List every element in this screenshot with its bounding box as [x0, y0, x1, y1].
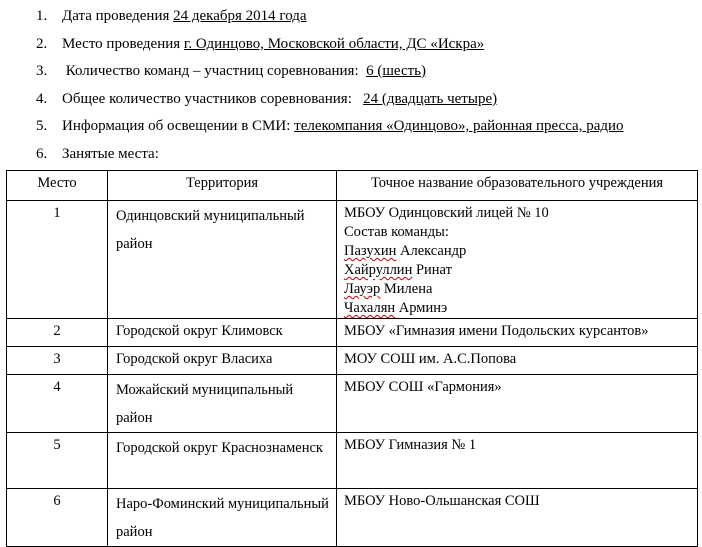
list-label: Место проведения	[62, 36, 184, 52]
list-label: Занятые места:	[62, 146, 159, 162]
list-number: 4.	[36, 91, 48, 107]
list-number: 6.	[36, 146, 48, 162]
territory-cell: Можайский муниципальный район	[108, 375, 337, 433]
list-item-participant-count	[36, 89, 497, 109]
table-header-row	[7, 171, 698, 201]
list-label: Количество команд – участниц соревнования:	[62, 63, 367, 79]
table-row	[7, 201, 698, 319]
team-count: 6 (шесть)	[366, 63, 427, 79]
team-member-surname: Пазухин	[344, 243, 397, 259]
event-venue: г. Одинцово, Московской области, ДС «Искра»	[183, 36, 485, 52]
column-header-place: Место	[7, 171, 108, 201]
place-cell: 2	[7, 319, 108, 347]
place-cell: 5	[7, 433, 108, 489]
institution-cell	[337, 201, 698, 319]
team-member	[344, 242, 693, 261]
team-member	[344, 261, 693, 280]
list-number: 5.	[36, 118, 48, 134]
place-cell: 1	[7, 201, 108, 319]
team-label: Состав команды:	[344, 224, 449, 240]
places-table	[6, 170, 698, 547]
list-number: 3.	[36, 63, 48, 79]
team-member-given-name: Арминэ	[398, 300, 448, 316]
list-item-places	[36, 144, 159, 164]
participant-count: 24 (двадцать четыре)	[363, 91, 498, 107]
team-member-surname: Лауэр	[344, 281, 381, 297]
place-cell: 4	[7, 375, 108, 433]
event-date: 24 декабря 2014 года	[173, 8, 307, 24]
institution-cell: МБОУ Ново-Ольшанская СОШ	[337, 489, 698, 547]
team-member-surname: Чахалян	[344, 300, 396, 316]
team-member-given-name: Ринат	[415, 262, 452, 278]
table-row	[7, 319, 698, 347]
institution-cell: МБОУ СОШ «Гармония»	[337, 375, 698, 433]
territory-cell: Наро-Фоминский муниципальный район	[108, 489, 337, 547]
media-coverage: телекомпания «Одинцово», районная пресса, радио	[294, 118, 624, 134]
institution-name: МБОУ Одинцовский лицей № 10	[344, 205, 549, 221]
column-header-institution: Точное название образовательного учреждения	[337, 171, 698, 201]
team-member-given-name: Александр	[399, 243, 467, 259]
list-label: Дата проведения	[62, 8, 174, 24]
list-item-media	[36, 116, 624, 136]
place-cell: 3	[7, 347, 108, 375]
team-member-given-name: Милена	[383, 281, 433, 297]
list-item-venue	[36, 34, 484, 54]
territory-cell: Одинцовский муниципальный район	[108, 201, 337, 319]
territory-cell: Городской округ Власиха	[108, 347, 337, 375]
list-label: Информация об освещении в СМИ:	[62, 118, 295, 134]
table-row	[7, 489, 698, 547]
team-member	[344, 280, 693, 299]
territory-cell: Городской округ Климовск	[108, 319, 337, 347]
place-cell: 6	[7, 489, 108, 547]
list-item-date	[36, 6, 307, 26]
column-header-territory: Территория	[108, 171, 337, 201]
table-row	[7, 375, 698, 433]
institution-cell: МОУ СОШ им. А.С.Попова	[337, 347, 698, 375]
territory-cell: Городской округ Краснознаменск	[108, 433, 337, 489]
list-item-team-count	[36, 61, 426, 81]
table-row	[7, 347, 698, 375]
list-number: 1.	[36, 8, 48, 24]
team-member	[344, 299, 693, 318]
list-label: Общее количество участников соревнования:	[62, 91, 364, 107]
list-number: 2.	[36, 36, 48, 52]
institution-cell: МБОУ Гимназия № 1	[337, 433, 698, 489]
institution-cell: МБОУ «Гимназия имени Подольских курсантов»	[337, 319, 698, 347]
team-member-surname: Хайруллин	[344, 262, 413, 278]
table-row	[7, 433, 698, 489]
